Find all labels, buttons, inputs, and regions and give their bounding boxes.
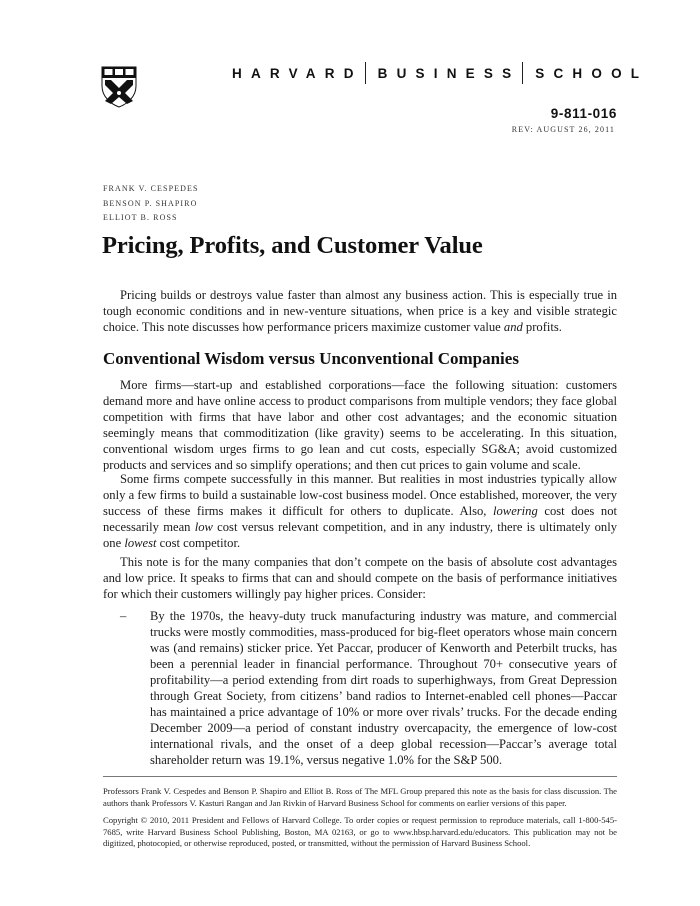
masthead-divider — [365, 62, 366, 84]
bullet-item — [103, 608, 617, 768]
emphasis: low — [194, 520, 213, 534]
masthead-divider — [522, 62, 523, 84]
bullet-dash-icon: – — [120, 609, 127, 623]
document-title: Pricing, Profits, and Customer Value — [102, 232, 483, 259]
masthead — [232, 62, 648, 84]
emphasis: lowering — [493, 504, 538, 518]
section-heading: Conventional Wisdom versus Unconventional Companies — [103, 349, 519, 368]
body-paragraph: This note is for the many companies that don’t compete on the basis of absolute cost advantages and low price. It speaks to firms that can and should compete on the basis of performance initiatives for which their customers willingly pay higher prices. Consider: — [103, 555, 617, 601]
author: BENSON P. SHAPIRO — [103, 198, 198, 208]
author: ELLIOT B. ROSS — [103, 213, 178, 222]
copyright-note: Copyright © 2010, 2011 President and Fellows of Harvard College. To order copies or request permission to reproduce materials, call 1-800-545-7685, write Harvard Business School Publishing, Boston, MA 02163, or go to www.hbsp.harvard.edu/educators. This publication may not be digitized, photocopied, or otherwise reproduced, posted, or transmitted, without the permission of Harvard Business School. — [103, 815, 617, 848]
acknowledgement-note: Professors Frank V. Cespedes and Benson P. Shapiro and Elliot B. Ross of The MFL Group prepared this note as the basis for class discussion. The authors thank Professors V. Kasturi Rangan and Jan Rivkin of Harvard Business School for comments on earlier versions of this paper. — [103, 786, 617, 808]
body-paragraph: More firms—start-up and established corporations—face the following situation: customers demand more and have online access to product comparisons from multiple vendors; they face global competition with firms that have labor and other cost advantages; and the economic situation seemingly means that commoditization (like gravity) seems to be accelerating. In this situation, conventional wisdom urges firms to go lean and cut costs, especially SG&A; avoid customized products and services and so simplify operations; and then cut prices to gain volume and scale. — [103, 378, 617, 472]
masthead-business: BUSINESS — [377, 65, 521, 81]
masthead-harvard: HARVARD — [232, 65, 363, 81]
masthead-school: SCHOOL — [535, 65, 649, 81]
body-paragraph: Some firms compete successfully in this manner. But realities in most industries typically allow only a few firms to build a sustainable low-cost business model. Once established, moreover, the very success of these firms makes it difficult for others to duplicate. Also, lowering cost does not necessarily mean low cost versus relevant competition, and in any industry, there is ultimately only one lowest cost competitor. — [103, 472, 618, 550]
author-list — [103, 182, 199, 226]
case-number: 9-811-016 — [550, 106, 617, 121]
emphasis: lowest — [124, 536, 157, 550]
bullet-text: By the 1970s, the heavy-duty truck manufacturing industry was mature, and commercial trucks were mostly commodities, mass-produced for big-fleet operators whose main concern was (and remains) sticker price. Yet Paccar, producer of Kenworth and Peterbilt trucks, has been a perennial leader in financial performance. Throughout 70+ consecutive years of profitability—a period extending from dirt roads to superhighways, from Great Depression through Great Society, from citizens’ band radios to Internet-enabled cell phones—Paccar has maintained a price advantage of 10% or more over rivals’ trucks. For the decade ending December 2009—a period of constant industry overcapacity, the emergence of low-cost international rivals, and the onset of a deep global recession—Paccar’s average total shareholder return was 19.1%, versus negative 1.0% for the S&P 500. — [150, 609, 617, 767]
revision-date: REV: AUGUST 26, 2011 — [511, 125, 615, 134]
intro-paragraph: Pricing builds or destroys value faster than almost any business action. This is especially true in tough economic conditions and in new-venture situations, when price is a key and visible strategic choice. This note discusses how performance pricers maximize customer value and profits. — [103, 288, 617, 334]
footnote-divider — [103, 776, 617, 777]
harvard-shield-logo-icon — [101, 66, 137, 108]
emphasis: and — [503, 320, 523, 334]
author: FRANK V. CESPEDES — [103, 184, 199, 193]
